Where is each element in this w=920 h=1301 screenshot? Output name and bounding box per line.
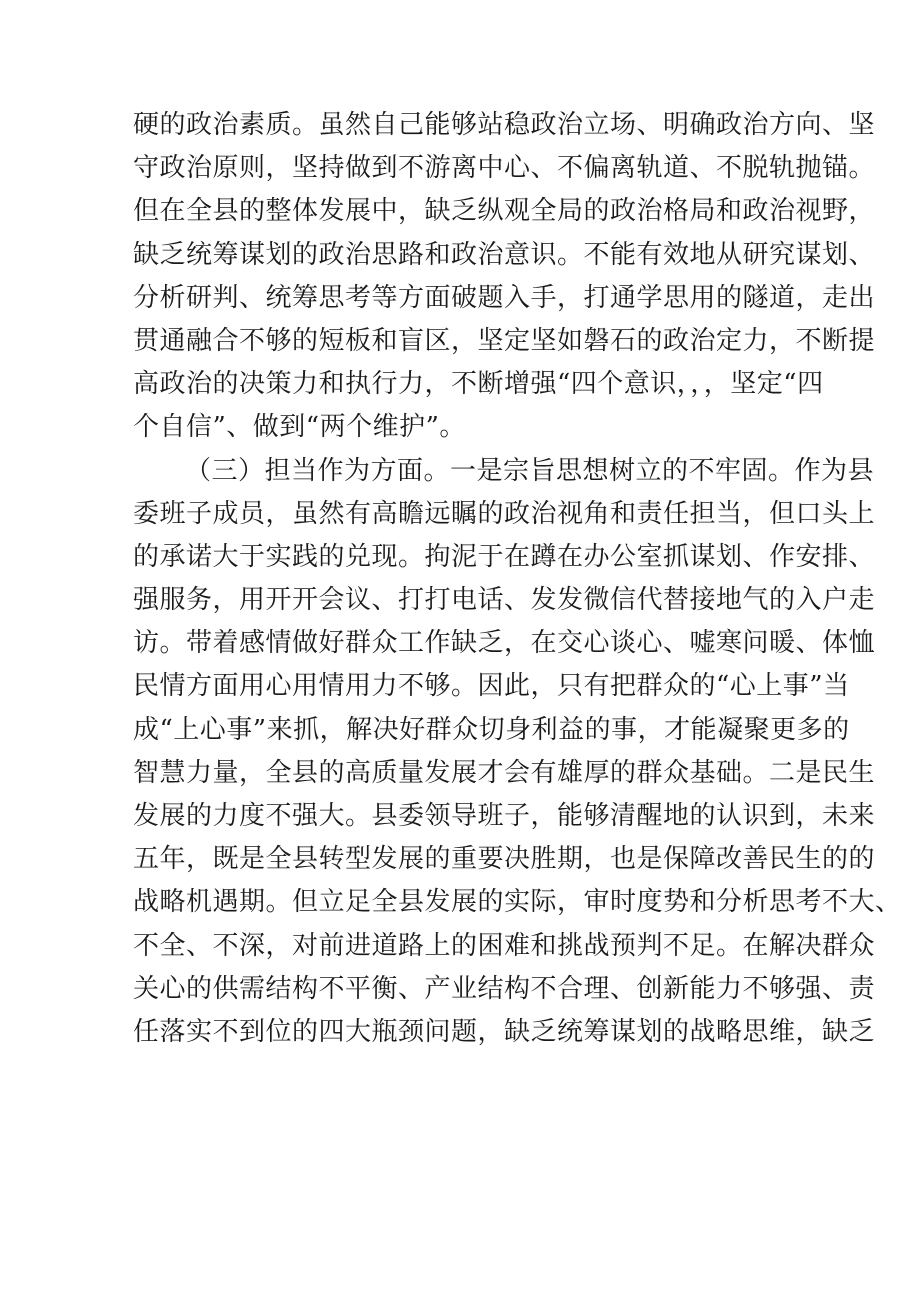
text-line: 分析研判、统筹思考等方面破题入手，打通学思用的隧道，走出 [133, 282, 876, 313]
text-line: 民情方面用心用情用力不够。因此，只有把群众的“心上事”当 [133, 671, 850, 702]
text-line: 战略机遇期。但立足全县发展的实际，审时度势和分析思考不大、 [133, 887, 902, 918]
text-line: 贯通融合不够的短板和盲区，坚定坚如磐石的政治定力，不断提 [133, 325, 876, 356]
text-line: 发展的力度不强大。县委领导班子，能够清醒地的认识到，未来 [133, 801, 876, 831]
text-line: 委班子成员，虽然有高瞻远瞩的政治视角和责任担当，但口头上 [133, 498, 876, 529]
text-line: 智慧力量，全县的高质量发展才会有雄厚的群众基础。二是民生 [133, 757, 876, 788]
text-line: 守政治原则，坚持做到不游离中心、不偏离轨道、不脱轨抛锚。 [133, 153, 876, 184]
text-line: 不全、不深，对前进道路上的困难和挑战预判不足。在解决群众 [133, 930, 876, 961]
paragraph-end-line: 个自信”、做到“两个维护”。 [133, 412, 466, 443]
text-line: 关心的供需结构不平衡、产业结构不合理、创新能力不够强、责 [133, 973, 876, 1004]
section-heading-line: （三）担当作为方面。一是宗旨思想树立的不牢固。作为县 [185, 455, 875, 486]
text-line: 高政治的决策力和执行力，不断增强“四个意识，，，坚定“四 [133, 369, 824, 400]
text-line: 成“上心事”来抓，解决好群众切身利益的事，才能凝聚更多的 [133, 714, 850, 745]
text-line: 任落实不到位的四大瓶颈问题，缺乏统筹谋划的战略思维，缺乏 [133, 1016, 876, 1047]
text-line: 强服务，用开开会议、打打电话、发发微信代替接地气的入户走 [133, 585, 876, 616]
text-line: 缺乏统筹谋划的政治思路和政治意识。不能有效地从研究谋划、 [133, 239, 876, 270]
text-line: 硬的政治素质。虽然自己能够站稳政治立场、明确政治方向、坚 [133, 110, 876, 140]
body-text [133, 104, 902, 1054]
text-line: 五年，既是全县转型发展的重要决胜期，也是保障改善民生的的 [133, 844, 876, 875]
text-line: 访。带着感情做好群众工作缺乏，在交心谈心、嘘寒问暖、体恤 [133, 628, 876, 659]
text-line: 但在全县的整体发展中，缺乏纵观全局的政治格局和政治视野， [133, 196, 876, 227]
text-line: 的承诺大于实践的兑现。拘泥于在蹲在办公室抓谋划、作安排、 [133, 541, 876, 572]
